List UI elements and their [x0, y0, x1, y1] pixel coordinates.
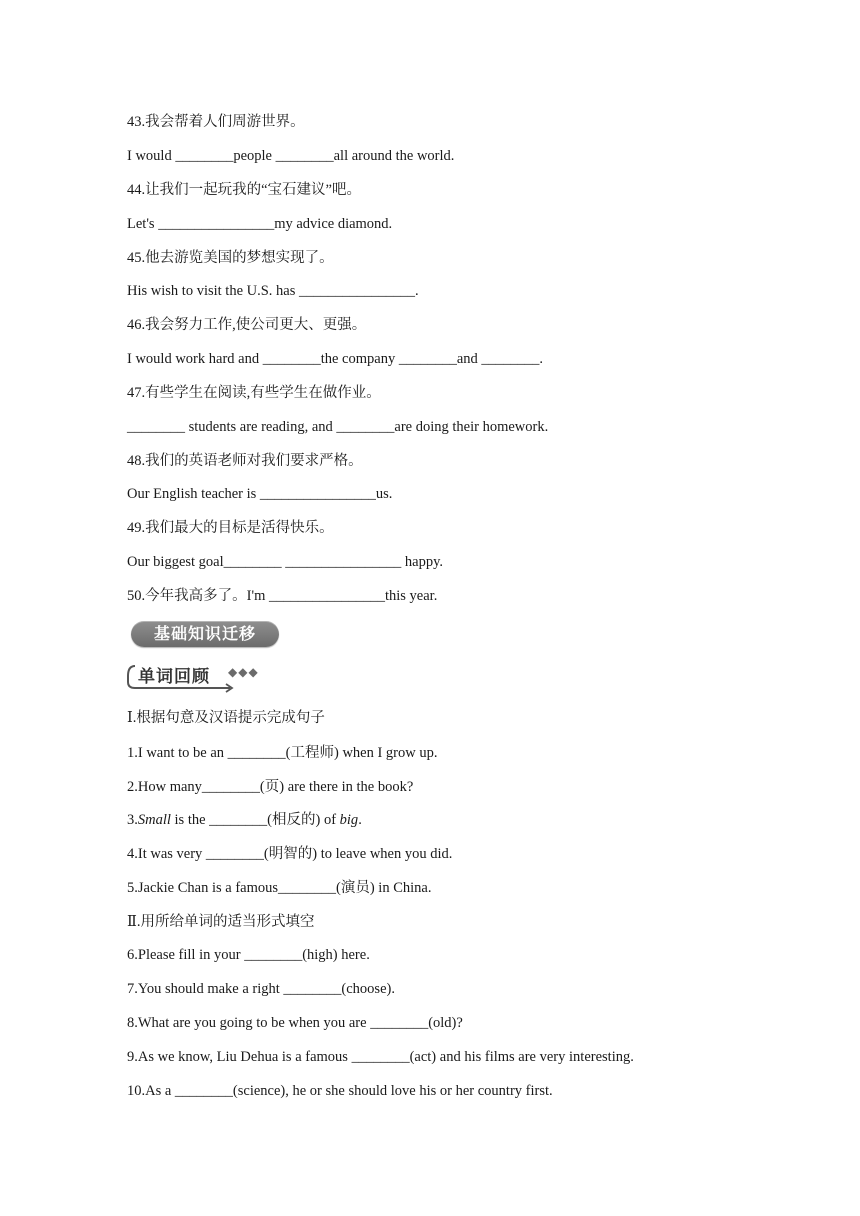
question-4: 4.It was very ________(明智的) to leave when you did. [127, 846, 453, 862]
item-49-chinese: 49.我们最大的目标是活得快乐。 [127, 520, 334, 536]
item-49-english: Our biggest goal________ ________________ happy. [127, 554, 444, 570]
item-44-chinese: 44.让我们一起玩我的“宝石建议”吧。 [127, 182, 361, 198]
item-47-chinese: 47.有些学生在阅读,有些学生在做作业。 [127, 385, 381, 401]
section-badge: 基础知识迁移 [131, 621, 279, 647]
item-48-english: Our English teacher is ________________us. [127, 486, 393, 502]
item-43-english: I would ________people ________all around the world. [127, 148, 455, 164]
q3-word-small: Small [137, 812, 171, 828]
item-46-english: I would work hard and ________the company ________and ________. [127, 351, 544, 367]
item-44-english: Let's ________________my advice diamond. [127, 216, 393, 232]
question-9: 9.As we know, Liu Dehua is a famous ________(act) and his films are very interesting. [127, 1049, 634, 1065]
item-46-chinese: 46.我会努力工作,使公司更大、更强。 [127, 317, 367, 333]
item-45-chinese: 45.他去游览美国的梦想实现了。 [127, 250, 334, 266]
section-title: 单词回顾 [138, 667, 210, 687]
question-2: 2.How many________(页) are there in the book? [127, 779, 414, 795]
item-50: 50.今年我高多了。I'm ________________this year. [127, 588, 438, 604]
question-1: 1.I want to be an ________(工程师) when I grow up. [127, 745, 438, 761]
q3-end: . [358, 812, 362, 828]
part1-heading: Ⅰ.根据句意及汉语提示完成句子 [127, 710, 325, 726]
q3-number: 3. [127, 812, 138, 828]
q3-middle: is the ________(相反的) of [170, 812, 340, 828]
question-8: 8.What are you going to be when you are ________(old)? [127, 1015, 463, 1031]
question-6: 6.Please fill in your ________(high) here. [127, 947, 370, 963]
question-3 [127, 810, 362, 830]
item-47-english: ________ students are reading, and ________are doing their homework. [127, 419, 549, 435]
question-5: 5.Jackie Chan is a famous________(演员) in China. [127, 880, 432, 896]
item-48-chinese: 48.我们的英语老师对我们要求严格。 [127, 453, 363, 469]
question-10: 10.As a ________(science), he or she should love his or her country first. [127, 1083, 553, 1099]
section-header [126, 660, 276, 694]
diamond-icon: ◆◆◆ [228, 665, 259, 679]
item-45-english: His wish to visit the U.S. has ________________. [127, 283, 419, 299]
item-43-chinese: 43.我会帮着人们周游世界。 [127, 114, 305, 130]
question-7: 7.You should make a right ________(choose). [127, 981, 395, 997]
q3-word-big: big [339, 812, 359, 828]
part2-heading: Ⅱ.用所给单词的适当形式填空 [127, 914, 315, 930]
